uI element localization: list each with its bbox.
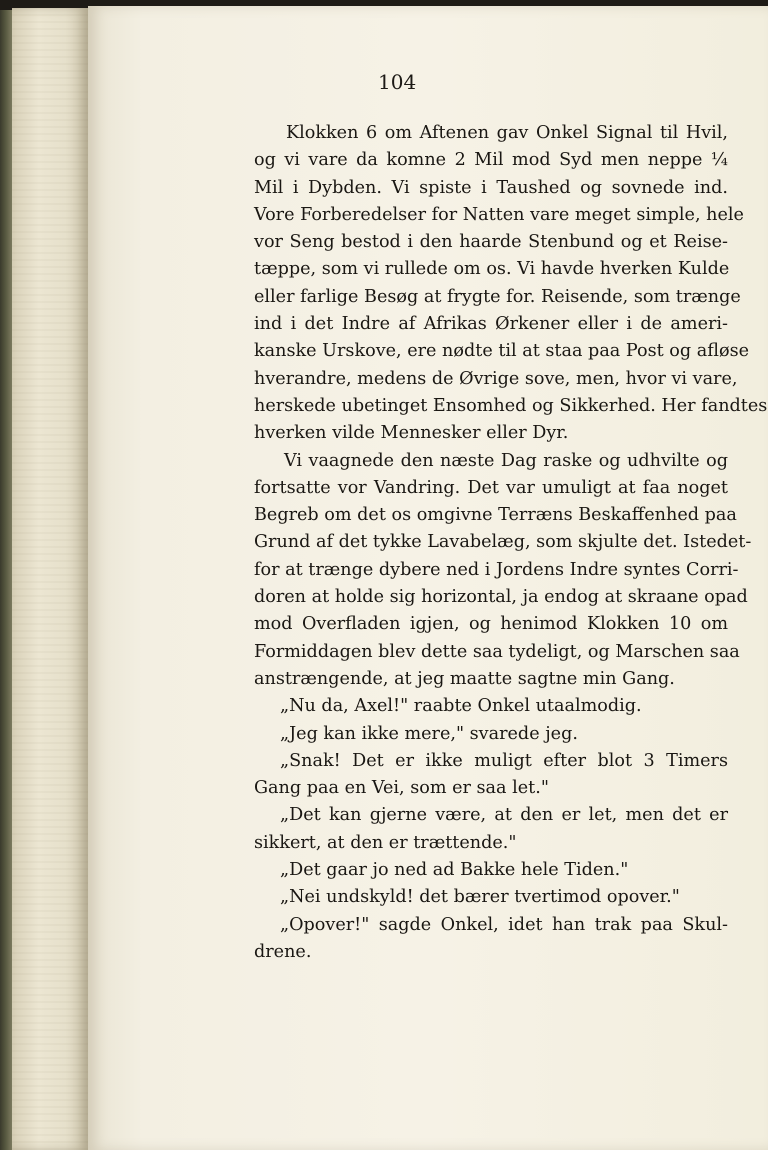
text-line: for at trænge dybere ned i Jordens Indre syntes Corri- (254, 559, 739, 580)
text-line: og vi vare da komne 2 Mil mod Syd men neppe ¼ (254, 150, 728, 171)
text-line: Klokken 6 om Aftenen gav Onkel Signal til Hvil, (286, 123, 728, 143)
body-text (254, 120, 768, 966)
dialogue-line: „Nei undskyld! det bærer tvertimod opover." (280, 887, 680, 908)
dialogue-line: „Det gaar jo ned ad Bakke hele Tiden." (280, 860, 629, 881)
text-line: herskede ubetinget Ensomhed og Sikkerhed. Her fandtes (254, 395, 768, 416)
dialogue-line: „Nu da, Axel!" raabte Onkel utaalmodig. (280, 696, 642, 717)
text-line: Gang paa en Vei, som er saa let." (254, 778, 549, 799)
text-line: Vore Forberedelser for Natten vare meget simple, hele (254, 204, 744, 225)
text-line: fortsatte vor Vandring. Det var umuligt at faa noget (254, 477, 728, 498)
text-line: Begreb om det os omgivne Terræns Beskaffenhed paa (254, 505, 737, 526)
text-line: sikkert, at den er trættende." (254, 832, 517, 853)
dialogue-line: „Jeg kan ikke mere," svarede jeg. (280, 723, 578, 744)
text-line: ind i det Indre af Afrikas Ørkener eller i de ameri- (254, 314, 728, 335)
text-line: drene. (254, 941, 312, 962)
text-line: vor Seng bestod i den haarde Stenbund og et Reise- (254, 232, 728, 253)
text-line: Grund af det tykke Lavabelæg, som skjulte det. Istedet- (254, 532, 752, 553)
book-gutter (12, 8, 88, 1150)
text-line: kanske Urskove, ere nødte til at staa paa Post og afløse (254, 341, 750, 362)
text-line: Vi vaagnede den næste Dag raske og udhvilte og (284, 450, 728, 471)
text-line: anstrængende, at jeg maatte sagtne min Gang. (254, 668, 675, 689)
dialogue-line: „Det kan gjerne være, at den er let, men det er (280, 805, 728, 826)
text-line: Mil i Dybden. Vi spiste i Taushed og sovnede ind. (254, 177, 728, 198)
text-line: eller farlige Besøg at frygte for. Reisende, som trænge (254, 286, 741, 307)
text-line: doren at holde sig horizontal, ja endog at skraane opad (254, 587, 748, 608)
text-line: hverandre, medens de Øvrige sove, men, hvor vi vare, (254, 368, 738, 389)
page-number: 104 (378, 70, 417, 94)
text-line: hverken vilde Mennesker eller Dyr. (254, 423, 569, 444)
text-line: mod Overfladen igjen, og henimod Klokken 10 om (254, 614, 728, 635)
dialogue-line: „Snak! Det er ikke muligt efter blot 3 Timers (280, 750, 728, 771)
dialogue-line: „Opover!" sagde Onkel, idet han trak paa Skul- (280, 914, 728, 935)
book-spine-edge (0, 10, 12, 1150)
text-line: Formiddagen blev dette saa tydeligt, og Marschen saa (254, 641, 740, 662)
text-line: tæppe, som vi rullede om os. Vi havde hverken Kulde (254, 259, 730, 280)
